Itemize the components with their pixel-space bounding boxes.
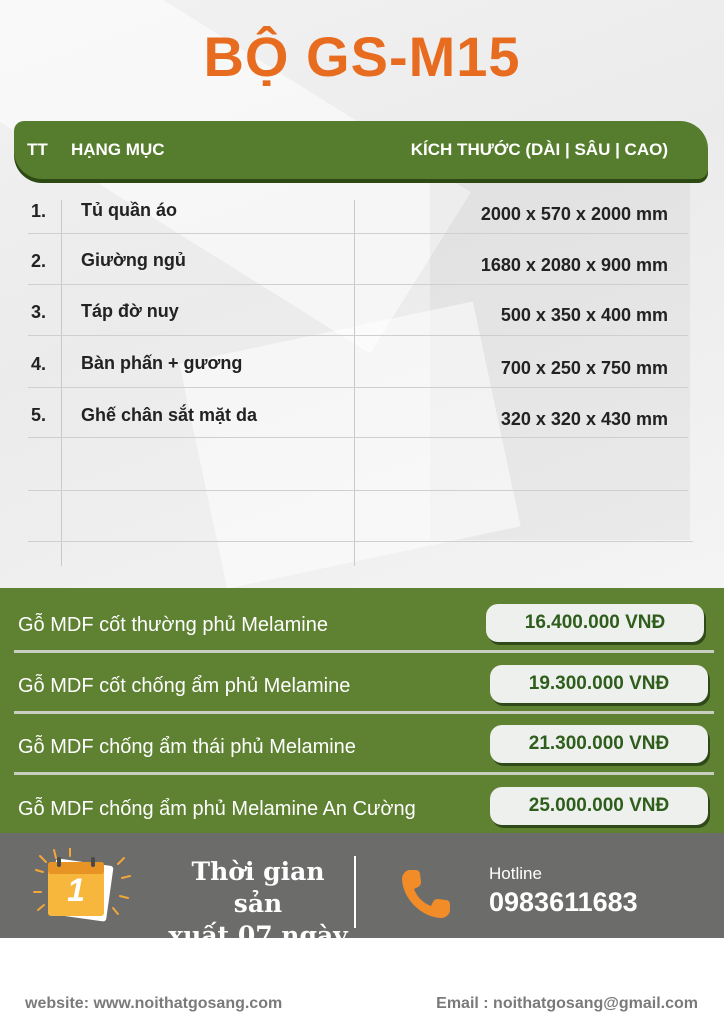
row-4-size: 700 x 250 x 750 mm	[500, 358, 668, 378]
row-3-number: 3.	[31, 302, 47, 322]
row-4-name: Bàn phấn + gương	[81, 353, 243, 373]
production-time	[168, 856, 348, 952]
band-divider	[354, 856, 356, 928]
price-row	[0, 772, 724, 832]
row-2-size: 1680 x 2080 x 900 mm	[480, 255, 668, 275]
row-1-size: 2000 x 570 x 2000 mm	[480, 204, 668, 224]
row-4-number: 4.	[31, 354, 47, 374]
header-item: HẠNG MỤC	[71, 140, 165, 159]
production-time-line2: xuất 07 ngày	[168, 921, 348, 950]
hotline-number[interactable]: 0983611683	[489, 887, 638, 917]
price-label: Gỗ MDF cốt chống ẩm phủ Melamine	[18, 675, 351, 697]
row-1-number: 1.	[31, 201, 47, 221]
hotline-label: Hotline	[489, 864, 542, 883]
row-3-name: Táp đờ nuy	[81, 301, 179, 321]
header-size: KÍCH THƯỚC (DÀI | SÂU | CAO)	[410, 140, 668, 159]
footer-website[interactable]: website: www.noithatgosang.com	[25, 995, 283, 1012]
row-5-name: Ghế chân sắt mặt da	[81, 405, 258, 425]
price-value: 19.300.000 VNĐ	[490, 665, 708, 703]
price-row	[0, 650, 724, 710]
header-tt: TT	[27, 140, 48, 159]
footer-email[interactable]: Email : noithatgosang@gmail.com	[436, 995, 698, 1012]
row-2-name: Giường ngủ	[81, 250, 186, 270]
row-5-size: 320 x 320 x 430 mm	[500, 409, 668, 429]
price-row	[0, 588, 724, 648]
row-1-name: Tủ quần áo	[81, 200, 177, 220]
phone-icon	[398, 866, 454, 922]
row-2-number: 2.	[31, 251, 47, 271]
row-3-size: 500 x 350 x 400 mm	[500, 305, 668, 325]
price-value: 16.400.000 VNĐ	[486, 604, 704, 642]
row-5-number: 5.	[31, 405, 47, 425]
price-label: Gỗ MDF chống ẩm phủ Melamine An Cường	[18, 798, 416, 820]
price-label: Gỗ MDF chống ẩm thái phủ Melamine	[18, 736, 356, 758]
price-value: 21.300.000 VNĐ	[490, 725, 708, 763]
calendar-day: 1	[67, 872, 85, 908]
price-panel	[0, 588, 724, 833]
production-time-line1: Thời gian sản	[191, 857, 325, 918]
price-row	[0, 711, 724, 771]
price-value: 25.000.000 VNĐ	[490, 787, 708, 825]
page-title: BỘ GS-M15	[203, 25, 521, 88]
price-label: Gỗ MDF cốt thường phủ Melamine	[18, 614, 328, 636]
